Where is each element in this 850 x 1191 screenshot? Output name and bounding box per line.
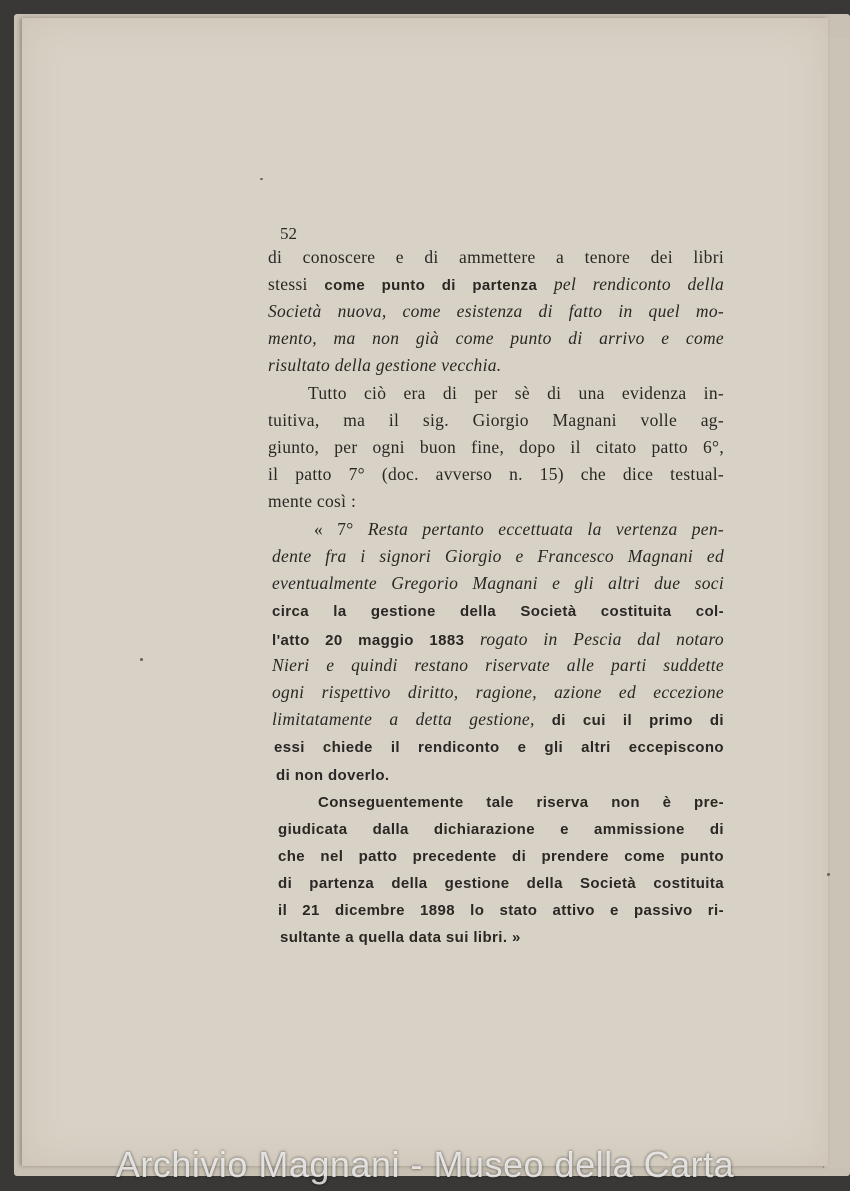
text-line: di conoscere e di ammettere a tenore dei libri [268,247,724,267]
paper-speck [140,658,143,661]
text-line: essi chiede il rendiconto e gli altri eccepiscono [274,739,724,756]
text-line: « 7° Resta pertanto eccettuata la vertenza pen- [314,519,724,539]
text-line: circa la gestione della Società costituita col- [272,603,724,620]
text-line: Tutto ciò era di per sè di una evidenza in- [308,383,724,403]
text-line: limitatamente a detta gestione, di cui il primo di [272,709,724,729]
bold-phrase: come punto di partenza [324,277,538,294]
paper-speck [827,873,830,876]
text-line: stessi come punto di partenza pel rendiconto della [268,274,724,294]
text-line: sultante a quella data sui libri. » [280,929,521,946]
text-line: mente così : [268,491,357,511]
text-line: Conseguentemente tale riserva non è pre- [318,794,724,811]
text-line: tuitiva, ma il sig. Giorgio Magnani volle ag- [268,410,724,430]
text-line: giunto, per ogni buon fine, dopo il citato patto 6°, [268,437,724,457]
text-line: Nieri e quindi restano riservate alle parti suddette [272,655,724,675]
text-line: che nel patto precedente di prendere come punto [278,848,724,865]
text-line: risultato della gestione vecchia. [268,355,502,375]
text-line: di non doverlo. [276,767,390,784]
text-line: eventualmente Gregorio Magnani e gli altri due soci [272,573,724,593]
text-line: il 21 dicembre 1898 lo stato attivo e passivo ri- [278,902,724,919]
text-line: il patto 7° (doc. avverso n. 15) che dice testual- [268,464,724,484]
paper-speck [260,178,263,180]
page-number: 52 [280,224,297,243]
text-line: giudicata dalla dichiarazione e ammissione di [278,821,724,838]
text-line: dente fra i signori Giorgio e Francesco Magnani ed [272,546,724,566]
text-line: Società nuova, come esistenza di fatto in quel mo- [268,301,724,321]
text-line: di partenza della gestione della Società costituita [278,875,724,892]
text-line: mento, ma non già come punto di arrivo e come [268,328,724,348]
text-line: ogni rispettivo diritto, ragione, azione ed eccezione [272,682,724,702]
archive-watermark: Archivio Magnani - Museo della Carta [115,1144,735,1185]
text-line: l'atto 20 maggio 1883 rogato in Pescia dal notaro [272,629,724,649]
